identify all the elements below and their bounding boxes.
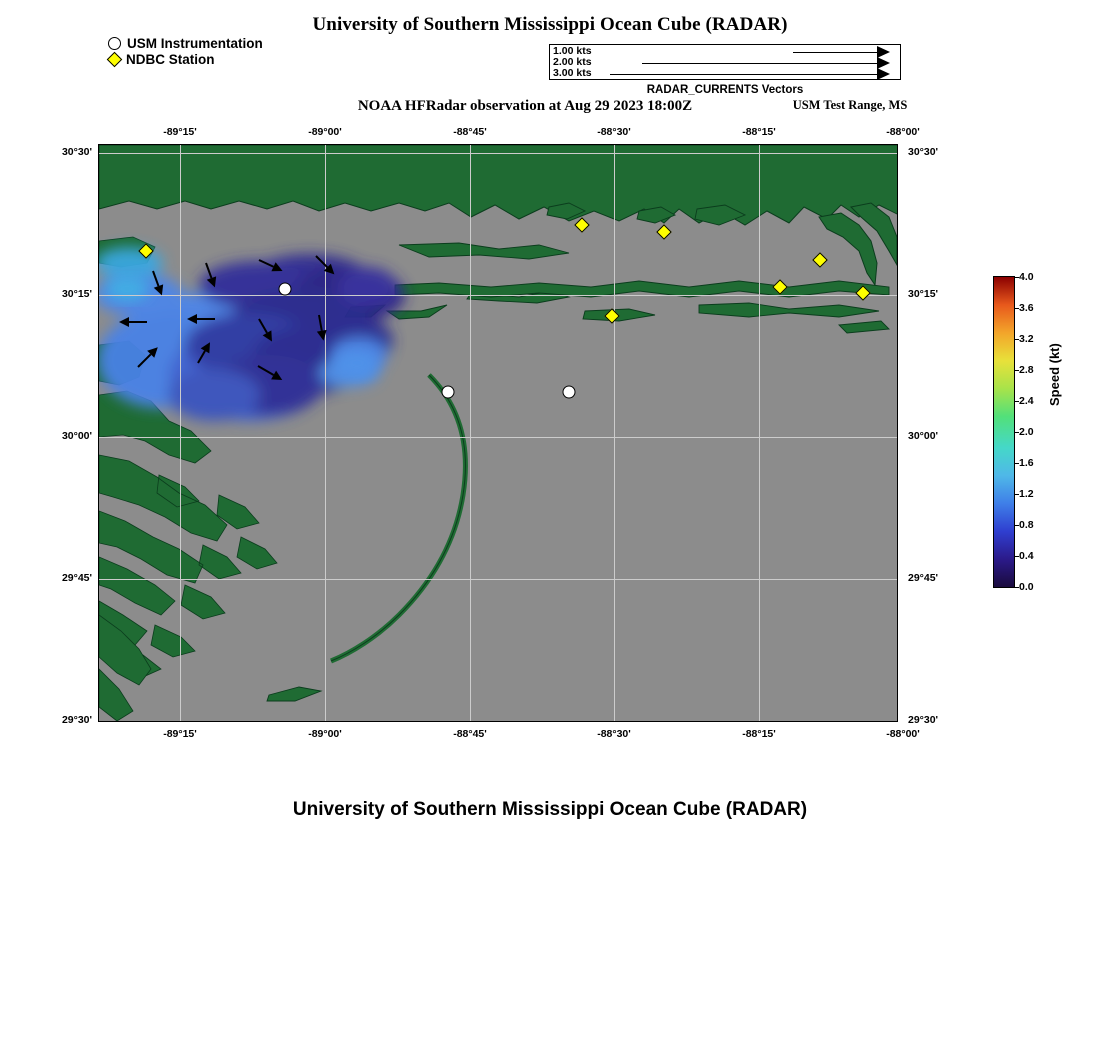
y-tick-label: 29°30': [908, 714, 939, 726]
vector-shaft: [793, 52, 877, 53]
vector-shaft: [642, 63, 877, 64]
colorbar-tick-label: 3.2: [1019, 333, 1034, 345]
x-tick-label: -88°00': [886, 126, 920, 138]
usm-instrument-marker[interactable]: [442, 386, 455, 399]
gridline-vertical: [614, 145, 615, 721]
colorbar-tick-label: 4.0: [1019, 271, 1034, 283]
vector-key-caption: RADAR_CURRENTS Vectors: [646, 84, 804, 96]
land-island: [699, 303, 879, 317]
vector-key-label: 3.00 kts: [553, 67, 592, 79]
usm-instrument-marker[interactable]: [279, 283, 292, 296]
vector-key-label: 1.00 kts: [553, 45, 592, 57]
gridline-horizontal: [99, 295, 897, 296]
vector-scale-key: [549, 44, 901, 80]
colorbar-tick-label: 0.4: [1019, 550, 1034, 562]
x-tick-label: -88°15': [742, 126, 776, 138]
y-tick-label: 30°30': [61, 146, 92, 158]
vector-key-row: [550, 68, 902, 80]
y-tick-label: 30°30': [908, 146, 939, 158]
vector-arrowhead-icon: [877, 68, 890, 80]
legend-item-label: NDBC Station: [126, 51, 215, 67]
x-tick-label: -88°45': [453, 728, 487, 740]
land-mainland: [99, 145, 898, 225]
map-canvas[interactable]: [98, 144, 898, 722]
x-tick-label: -88°15': [742, 728, 776, 740]
colorbar-tick-label: 1.6: [1019, 457, 1034, 469]
radar-current-field: [99, 247, 405, 421]
circle-marker-icon: [108, 37, 121, 50]
colorbar-tick-label: 2.0: [1019, 426, 1034, 438]
y-tick-label: 30°15': [61, 288, 92, 300]
x-tick-label: -89°15': [163, 728, 197, 740]
y-tick-label: 29°30': [61, 714, 92, 726]
colorbar-gradient: [993, 276, 1015, 588]
y-tick-label: 29°45': [908, 572, 939, 584]
y-tick-label: 30°15': [908, 288, 939, 300]
x-tick-label: -88°45': [453, 126, 487, 138]
y-tick-label: 30°00': [908, 430, 939, 442]
colorbar-tick-label: 2.8: [1019, 364, 1034, 376]
page-title: University of Southern Mississippi Ocean Cube (RADAR): [312, 14, 788, 35]
legend-item-usm: [108, 36, 263, 51]
legend-item-ndbc: [108, 52, 263, 67]
gridline-vertical: [180, 145, 181, 721]
colorbar-tick-label: 3.6: [1019, 302, 1034, 314]
observation-title: NOAA HFRadar observation at Aug 29 2023 18:00Z: [357, 98, 693, 114]
colorbar-tick-label: 2.4: [1019, 395, 1034, 407]
colorbar-tick-label: 0.8: [1019, 519, 1034, 531]
gridline-horizontal: [99, 437, 897, 438]
x-tick-label: -89°00': [308, 728, 342, 740]
x-tick-label: -89°15': [163, 126, 197, 138]
legend-item-label: USM Instrumentation: [127, 35, 263, 51]
land-island: [839, 321, 889, 333]
gridline-vertical: [325, 145, 326, 721]
y-tick-label: 30°00': [61, 430, 92, 442]
diamond-marker-icon: [107, 52, 123, 68]
gridline-vertical: [470, 145, 471, 721]
land-barrier-island: [399, 243, 569, 259]
x-tick-label: -88°30': [597, 126, 631, 138]
colorbar-tick-label: 0.0: [1019, 581, 1034, 593]
gridline-vertical: [759, 145, 760, 721]
land-chandeleur-arc: [331, 375, 465, 661]
map-legend: [108, 36, 263, 68]
x-tick-label: -88°00': [886, 728, 920, 740]
x-tick-label: -89°00': [308, 126, 342, 138]
coastline-layer: [99, 145, 898, 722]
colorbar-axis-label: Speed (kt): [1047, 343, 1062, 406]
land-island-small: [267, 687, 321, 701]
footer-title: University of Southern Mississippi Ocean Cube (RADAR): [292, 799, 808, 820]
vector-key-label: 2.00 kts: [553, 56, 592, 68]
gridline-horizontal: [99, 153, 897, 154]
x-tick-label: -88°30': [597, 728, 631, 740]
colorbar-tick-label: 1.2: [1019, 488, 1034, 500]
test-range-label: USM Test Range, MS: [792, 98, 908, 112]
y-tick-label: 29°45': [61, 572, 92, 584]
gridline-horizontal: [99, 579, 897, 580]
vector-shaft: [610, 74, 877, 75]
usm-instrument-marker[interactable]: [563, 386, 576, 399]
